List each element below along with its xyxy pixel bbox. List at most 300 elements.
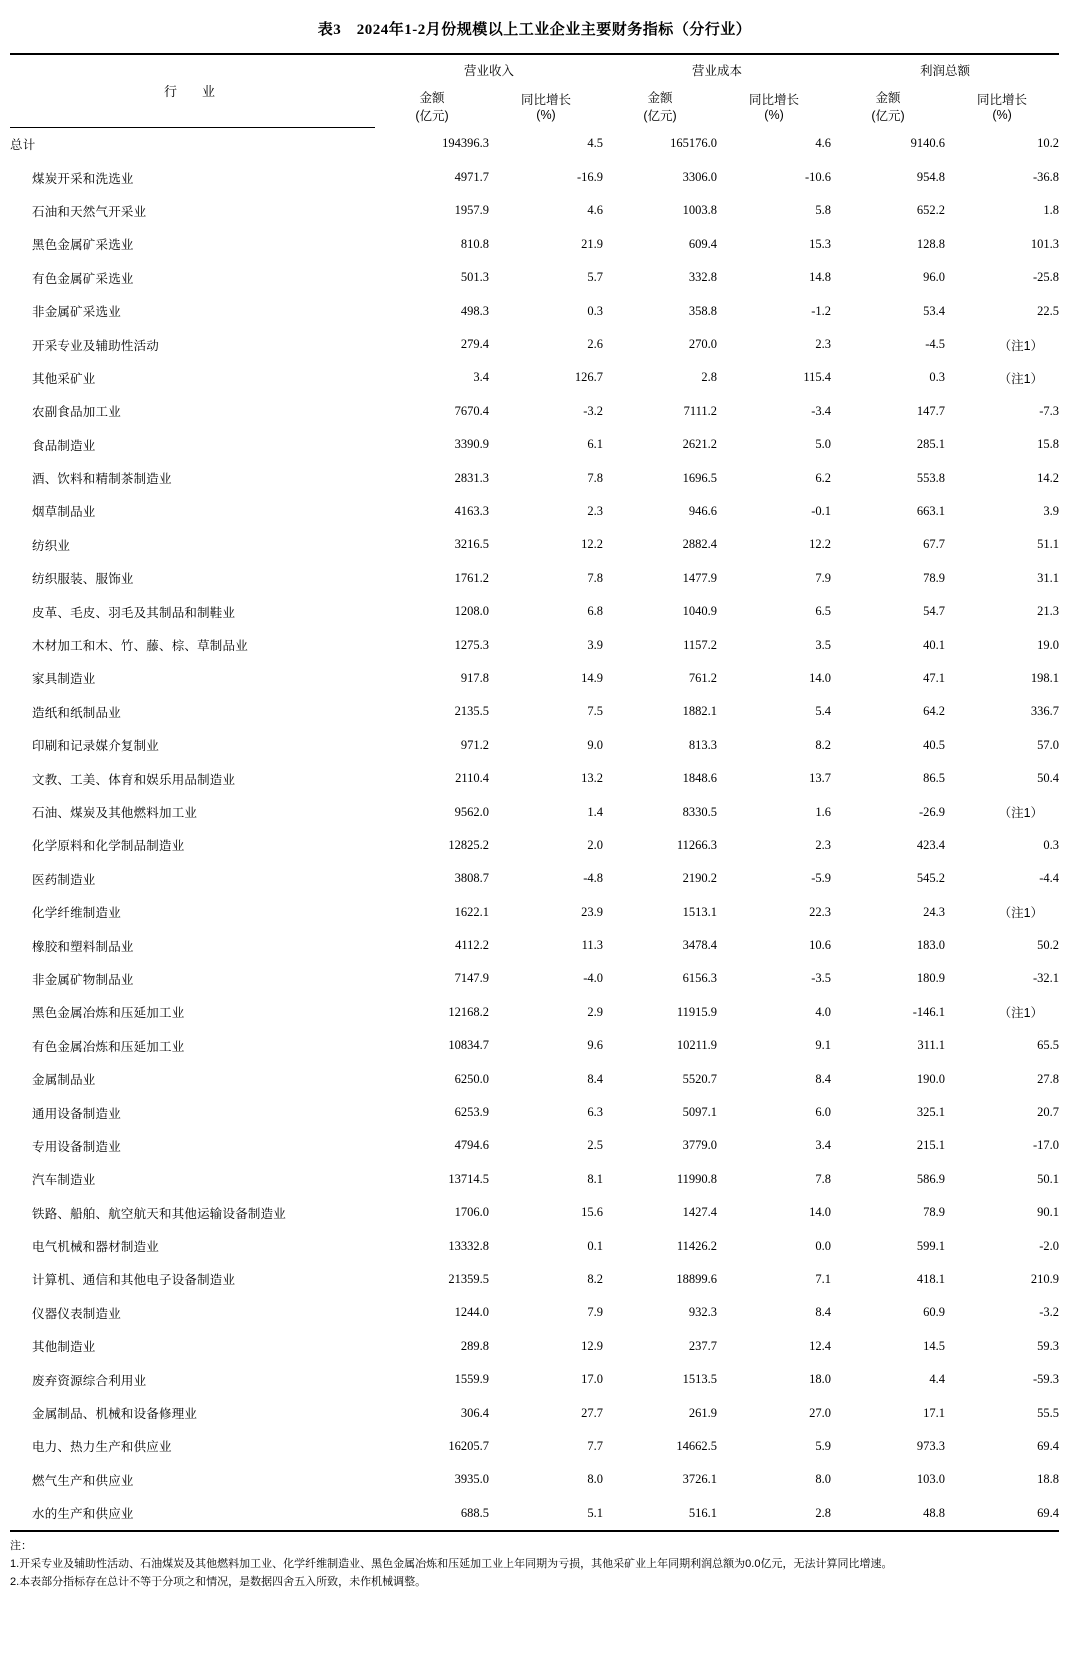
table-row (10, 1263, 1059, 1296)
table-row (10, 1396, 1059, 1429)
cell-revenue-growth: 8.1 (587, 1171, 604, 1186)
column-header-profit-amount: 金额 (亿元) (871, 91, 905, 123)
table-row (10, 1430, 1059, 1463)
cell-cost-growth: -3.4 (811, 403, 832, 418)
cell-revenue-growth: 4.6 (587, 203, 604, 218)
cell-profit-growth: 18.8 (1037, 1472, 1060, 1487)
table-row (10, 361, 1059, 394)
cell-revenue-growth: 23.9 (581, 904, 604, 919)
cell-revenue-amount: 7670.4 (454, 403, 489, 418)
cell-cost-growth: 1.6 (815, 804, 832, 819)
cell-profit-growth: -32.1 (1033, 971, 1060, 986)
cell-revenue-growth: 8.0 (587, 1472, 604, 1487)
cell-revenue-growth: 3.9 (587, 637, 604, 652)
cell-cost-growth: 4.6 (815, 136, 832, 151)
cell-revenue-amount: 289.8 (460, 1338, 489, 1353)
cell-cost-growth: 6.5 (815, 604, 832, 619)
cell-profit-growth: 27.8 (1037, 1071, 1060, 1086)
cell-cost-amount: 358.8 (688, 303, 718, 318)
cell-revenue-amount: 1208.0 (454, 604, 489, 619)
row-industry-name: 非金属矿采选业 (32, 305, 121, 320)
row-industry-name: 石油、煤炭及其他燃料加工业 (32, 806, 198, 820)
cell-profit-growth: （注1） (998, 371, 1044, 386)
table-row (10, 528, 1059, 561)
column-header-profit-growth: 同比增长 (%) (977, 93, 1028, 122)
cell-cost-amount: 609.4 (688, 236, 718, 251)
cell-cost-growth: 3.5 (815, 637, 832, 652)
cell-profit-growth: 20.7 (1037, 1105, 1060, 1120)
row-industry-name: 废弃资源综合利用业 (32, 1373, 147, 1388)
cell-revenue-amount: 3.4 (473, 370, 489, 385)
row-industry-name: 铁路、船舶、航空航天和其他运输设备制造业 (32, 1206, 287, 1221)
row-industry-name: 开采专业及辅助性活动 (32, 338, 160, 353)
cell-cost-growth: 8.4 (815, 1305, 832, 1320)
cell-profit-amount: 652.2 (916, 203, 946, 218)
cell-profit-amount: 78.9 (923, 1205, 946, 1220)
cell-profit-growth: 210.9 (1030, 1271, 1060, 1286)
cell-profit-amount: 86.5 (923, 771, 946, 786)
cell-revenue-growth: 1.4 (587, 804, 604, 819)
cell-profit-growth: 198.1 (1030, 670, 1060, 685)
cell-revenue-amount: 3216.5 (454, 537, 489, 552)
cell-revenue-growth: 0.3 (587, 303, 604, 318)
cell-profit-growth: 22.5 (1037, 303, 1060, 318)
cell-profit-amount: 48.8 (923, 1505, 946, 1520)
row-industry-name: 家具制造业 (32, 672, 96, 687)
cell-profit-amount: 545.2 (916, 871, 946, 886)
cell-revenue-growth: 126.7 (574, 370, 604, 385)
cell-cost-amount: 1040.9 (682, 604, 718, 619)
cell-cost-amount: 1003.8 (682, 203, 718, 218)
table-row (10, 729, 1059, 762)
cell-cost-growth: 7.8 (815, 1171, 832, 1186)
cell-profit-amount: 215.1 (916, 1138, 946, 1153)
cell-cost-amount: 2.8 (701, 370, 718, 385)
cell-revenue-growth: 27.7 (581, 1405, 604, 1420)
row-industry-name: 总计 (10, 138, 36, 153)
cell-cost-growth: -5.9 (811, 871, 832, 886)
cell-cost-growth: 0.0 (815, 1238, 832, 1253)
cell-cost-amount: 3726.1 (682, 1472, 718, 1487)
cell-profit-growth: 65.5 (1037, 1038, 1060, 1053)
cell-profit-growth: 14.2 (1037, 470, 1060, 485)
cell-profit-growth: 0.3 (1043, 837, 1060, 852)
table-row (10, 1296, 1059, 1329)
cell-profit-amount: 40.1 (923, 637, 946, 652)
cell-revenue-growth: 12.2 (581, 537, 604, 552)
cell-revenue-amount: 2110.4 (455, 771, 489, 786)
cell-profit-growth: -7.3 (1039, 403, 1060, 418)
cell-revenue-growth: 0.1 (587, 1238, 604, 1253)
table-row (10, 261, 1059, 294)
cell-profit-amount: 325.1 (916, 1105, 946, 1120)
cell-cost-growth: 5.4 (815, 704, 832, 719)
cell-profit-growth: -59.3 (1033, 1372, 1060, 1387)
cell-cost-amount: 237.7 (688, 1338, 718, 1353)
cell-revenue-amount: 3935.0 (454, 1472, 489, 1487)
row-industry-name: 电力、热力生产和供应业 (32, 1440, 172, 1455)
cell-cost-amount: 5520.7 (682, 1071, 718, 1086)
table-row (10, 1229, 1059, 1262)
table-row (10, 161, 1059, 194)
column-header-revenue-growth: 同比增长 (%) (521, 93, 572, 122)
cell-cost-growth: 14.0 (809, 1205, 832, 1220)
cell-revenue-amount: 1275.3 (454, 637, 489, 652)
cell-profit-amount: 14.5 (923, 1338, 946, 1353)
row-industry-name: 橡胶和塑料制品业 (32, 939, 134, 954)
cell-cost-amount: 18899.6 (676, 1271, 718, 1286)
table-row (10, 962, 1059, 995)
table-row (10, 562, 1059, 595)
cell-profit-amount: 9140.6 (910, 136, 946, 151)
cell-revenue-growth: 15.6 (581, 1205, 604, 1220)
cell-cost-amount: 14662.5 (676, 1438, 718, 1453)
row-industry-name: 纺织业 (32, 538, 71, 553)
cell-revenue-growth: 7.8 (587, 470, 604, 485)
cell-cost-amount: 6156.3 (682, 971, 718, 986)
cell-cost-amount: 1157.2 (683, 637, 718, 652)
column-header-cost-growth: 同比增长 (%) (749, 93, 800, 122)
cell-profit-growth: 90.1 (1037, 1205, 1060, 1220)
cell-cost-amount: 3779.0 (682, 1138, 718, 1153)
cell-revenue-amount: 1622.1 (454, 904, 489, 919)
cell-revenue-growth: -16.9 (576, 170, 604, 185)
row-industry-name: 通用设备制造业 (32, 1106, 121, 1121)
cell-cost-growth: 22.3 (809, 904, 832, 919)
cell-cost-growth: 5.0 (815, 437, 832, 452)
footnote-2: 2.本表部分指标存在总计不等于分项之和情况，是数据四舍五入所致，未作机械调整。 (10, 1576, 427, 1588)
cell-revenue-amount: 12825.2 (448, 837, 489, 852)
cell-cost-amount: 946.6 (688, 503, 718, 518)
table-body (10, 127, 1059, 1530)
cell-cost-amount: 516.1 (688, 1505, 718, 1520)
cell-profit-amount: 599.1 (916, 1238, 946, 1253)
table-row (10, 996, 1059, 1029)
row-industry-name: 皮革、毛皮、羽毛及其制品和制鞋业 (32, 605, 236, 620)
cell-cost-amount: 3478.4 (682, 938, 718, 953)
cell-profit-growth: -3.2 (1039, 1305, 1060, 1320)
cell-revenue-growth: 6.3 (587, 1105, 604, 1120)
cell-profit-amount: 183.0 (916, 938, 946, 953)
cell-cost-amount: 10211.9 (676, 1038, 718, 1053)
cell-cost-growth: -10.6 (804, 170, 832, 185)
row-industry-name: 化学纤维制造业 (32, 906, 121, 921)
cell-profit-amount: -146.1 (912, 1004, 946, 1019)
cell-profit-growth: （注1） (998, 806, 1044, 820)
cell-profit-amount: 96.0 (923, 270, 946, 285)
cell-revenue-growth: 21.9 (581, 236, 604, 251)
cell-revenue-amount: 16205.7 (448, 1438, 489, 1453)
cell-cost-growth: 115.4 (803, 370, 832, 385)
cell-cost-growth: 2.3 (815, 837, 832, 852)
table-row (10, 1363, 1059, 1396)
cell-revenue-amount: 1761.2 (454, 570, 489, 585)
cell-revenue-growth: 4.5 (587, 136, 604, 151)
cell-revenue-growth: 2.9 (587, 1004, 604, 1019)
cell-profit-growth: 50.4 (1037, 771, 1060, 786)
cell-revenue-amount: 688.5 (460, 1505, 489, 1520)
cell-cost-growth: 9.1 (815, 1038, 832, 1053)
cell-profit-amount: 64.2 (923, 704, 946, 719)
row-industry-name: 酒、饮料和精制茶制造业 (32, 472, 172, 487)
financial-indicators-table (10, 55, 1059, 1530)
cell-revenue-growth: 9.0 (587, 737, 604, 752)
cell-cost-growth: 7.1 (815, 1271, 832, 1286)
cell-profit-amount: 147.7 (916, 403, 946, 418)
cell-revenue-growth: -4.0 (583, 971, 604, 986)
table-row (10, 1330, 1059, 1363)
cell-cost-growth: 10.6 (809, 938, 832, 953)
column-header-cost-amount: 金额 (亿元) (643, 91, 677, 123)
cell-revenue-growth: 11.3 (581, 938, 604, 953)
cell-profit-amount: 47.1 (923, 670, 946, 685)
cell-revenue-amount: 13714.5 (448, 1171, 489, 1186)
cell-profit-growth: 31.1 (1037, 570, 1060, 585)
cell-cost-amount: 2190.2 (682, 871, 718, 886)
cell-profit-amount: 553.8 (916, 470, 946, 485)
cell-cost-growth: 2.8 (815, 1505, 832, 1520)
cell-cost-growth: 18.0 (809, 1372, 832, 1387)
table-row (10, 461, 1059, 494)
table-row (10, 194, 1059, 227)
cell-profit-amount: 0.3 (929, 370, 946, 385)
cell-revenue-amount: 4163.3 (454, 503, 489, 518)
cell-cost-growth: 14.0 (809, 670, 832, 685)
cell-cost-amount: 813.3 (688, 737, 718, 752)
cell-revenue-growth: 6.8 (587, 604, 604, 619)
row-industry-name: 专用设备制造业 (32, 1139, 121, 1154)
cell-cost-growth: 6.2 (815, 470, 832, 485)
cell-cost-amount: 270.0 (688, 337, 718, 352)
cell-profit-growth: 10.2 (1037, 136, 1060, 151)
cell-profit-growth: 69.4 (1037, 1505, 1060, 1520)
cell-profit-growth: 50.1 (1037, 1171, 1060, 1186)
row-industry-name: 仪器仪表制造业 (32, 1306, 121, 1321)
cell-revenue-amount: 1706.0 (454, 1205, 489, 1220)
column-header-revenue-amount: 金额 (亿元) (415, 91, 449, 123)
table-row (10, 395, 1059, 428)
cell-profit-amount: 190.0 (916, 1071, 946, 1086)
table-row (10, 294, 1059, 327)
cell-cost-amount: 332.8 (688, 270, 718, 285)
row-industry-name: 金属制品业 (32, 1073, 96, 1088)
cell-profit-amount: 973.3 (916, 1438, 946, 1453)
table-row (10, 1196, 1059, 1229)
footnote-1: 1.开采专业及辅助性活动、石油煤炭及其他燃料加工业、化学纤维制造业、黑色金属冶炼和压延加工业上年同期为亏损，其他采矿业上年同期利润总额为0.0亿元，无法计算同比增速。 (10, 1557, 893, 1570)
cell-profit-growth: 15.8 (1037, 437, 1060, 452)
cell-cost-amount: 1848.6 (682, 771, 718, 786)
cell-revenue-amount: 810.8 (460, 236, 489, 251)
cell-profit-amount: 663.1 (916, 503, 946, 518)
table-row (10, 1129, 1059, 1162)
table-row (10, 595, 1059, 628)
cell-profit-growth: -4.4 (1039, 871, 1060, 886)
table-row (10, 895, 1059, 928)
cell-revenue-growth: 5.7 (587, 270, 604, 285)
cell-cost-amount: 932.3 (688, 1305, 718, 1320)
cell-profit-growth: 55.5 (1037, 1405, 1060, 1420)
table-container (10, 53, 1059, 1532)
cell-cost-amount: 11266.3 (676, 837, 718, 852)
cell-revenue-amount: 7147.9 (454, 971, 489, 986)
cell-cost-amount: 5097.1 (682, 1105, 718, 1120)
cell-profit-growth: -25.8 (1033, 270, 1060, 285)
cell-cost-growth: 5.8 (815, 203, 832, 218)
cell-cost-growth: -1.2 (811, 303, 832, 318)
cell-revenue-amount: 10834.7 (448, 1038, 489, 1053)
cell-revenue-amount: 6250.0 (454, 1071, 489, 1086)
cell-revenue-amount: 12168.2 (448, 1004, 489, 1019)
cell-revenue-growth: 7.7 (587, 1438, 604, 1453)
cell-profit-growth: 3.9 (1043, 503, 1060, 518)
cell-profit-amount: -4.5 (925, 337, 946, 352)
table-row (10, 495, 1059, 528)
cell-cost-amount: 761.2 (688, 670, 718, 685)
cell-profit-amount: 285.1 (916, 437, 946, 452)
cell-cost-growth: 7.9 (815, 570, 832, 585)
cell-revenue-growth: 9.6 (587, 1038, 604, 1053)
row-industry-name: 农副食品加工业 (32, 405, 121, 420)
cell-profit-growth: 336.7 (1030, 704, 1060, 719)
cell-revenue-growth: 13.2 (581, 771, 604, 786)
row-industry-name: 化学原料和化学制品制造业 (32, 839, 185, 854)
row-industry-name: 有色金属冶炼和压延加工业 (32, 1039, 185, 1054)
cell-revenue-growth: 2.5 (587, 1138, 604, 1153)
cell-cost-growth: 12.2 (809, 537, 832, 552)
cell-profit-growth: 50.2 (1037, 938, 1060, 953)
cell-revenue-amount: 917.8 (460, 670, 489, 685)
page-title: 表3 2024年1-2月份规模以上工业企业主要财务指标（分行业） (317, 22, 752, 38)
cell-profit-growth: -2.0 (1039, 1238, 1060, 1253)
cell-revenue-amount: 9562.0 (454, 804, 489, 819)
row-industry-name: 其他采矿业 (32, 371, 96, 386)
row-industry-name: 计算机、通信和其他电子设备制造业 (32, 1273, 236, 1288)
column-header-industry: 行 业 (10, 55, 375, 127)
cell-revenue-amount: 2135.5 (454, 704, 489, 719)
cell-cost-growth: 8.2 (815, 737, 832, 752)
cell-revenue-growth: 7.9 (587, 1305, 604, 1320)
cell-cost-growth: -0.1 (811, 503, 832, 518)
cell-cost-amount: 1882.1 (682, 704, 718, 719)
cell-cost-growth: 3.4 (815, 1138, 832, 1153)
row-industry-name: 非金属矿物制品业 (32, 972, 134, 987)
row-industry-name: 汽车制造业 (32, 1173, 96, 1188)
table-row (10, 228, 1059, 261)
table-row (10, 795, 1059, 828)
cell-revenue-amount: 3808.7 (454, 871, 489, 886)
row-industry-name: 纺织服装、服饰业 (32, 572, 134, 587)
cell-revenue-amount: 971.2 (460, 737, 489, 752)
cell-cost-amount: 3306.0 (682, 170, 718, 185)
cell-revenue-amount: 13332.8 (448, 1238, 489, 1253)
cell-revenue-amount: 3390.9 (454, 437, 489, 452)
table-row (10, 662, 1059, 695)
cell-cost-amount: 1696.5 (682, 470, 718, 485)
cell-revenue-amount: 1244.0 (454, 1305, 489, 1320)
cell-profit-amount: 78.9 (923, 570, 946, 585)
cell-revenue-growth: 2.0 (587, 837, 604, 852)
cell-cost-growth: 5.9 (815, 1438, 832, 1453)
cell-cost-growth: 8.4 (815, 1071, 832, 1086)
cell-cost-amount: 165176.0 (670, 136, 718, 151)
cell-revenue-amount: 1957.9 (454, 203, 489, 218)
cell-cost-amount: 1513.5 (682, 1372, 718, 1387)
table-row (10, 862, 1059, 895)
cell-cost-growth: 2.3 (815, 337, 832, 352)
cell-revenue-growth: -3.2 (583, 403, 604, 418)
cell-profit-growth: 1.8 (1043, 203, 1060, 218)
row-industry-name: 煤炭开采和洗选业 (32, 171, 134, 186)
cell-revenue-amount: 194396.3 (442, 136, 489, 151)
row-industry-name: 木材加工和木、竹、藤、棕、草制品业 (32, 639, 248, 654)
cell-profit-amount: 67.7 (923, 537, 946, 552)
cell-revenue-growth: 7.5 (587, 704, 604, 719)
cell-profit-growth: 57.0 (1037, 737, 1060, 752)
row-industry-name: 燃气生产和供应业 (32, 1473, 134, 1488)
cell-revenue-amount: 498.3 (460, 303, 489, 318)
row-industry-name: 医药制造业 (32, 872, 96, 887)
cell-revenue-amount: 1559.9 (454, 1372, 489, 1387)
cell-revenue-amount: 21359.5 (448, 1271, 489, 1286)
cell-profit-amount: 4.4 (929, 1372, 946, 1387)
footnote-label: 注： (10, 1539, 32, 1552)
cell-profit-amount: 60.9 (923, 1305, 946, 1320)
cell-revenue-growth: -4.8 (583, 871, 604, 886)
cell-revenue-growth: 12.9 (581, 1338, 604, 1353)
cell-cost-amount: 2621.2 (682, 437, 718, 452)
row-industry-name: 石油和天然气开采业 (32, 204, 147, 219)
row-industry-name: 造纸和纸制品业 (32, 705, 121, 720)
row-industry-name: 黑色金属冶炼和压延加工业 (32, 1006, 185, 1021)
cell-profit-growth: -17.0 (1033, 1138, 1060, 1153)
cell-cost-growth: 13.7 (809, 771, 832, 786)
cell-revenue-growth: 7.8 (587, 570, 604, 585)
cell-profit-growth: 69.4 (1037, 1438, 1060, 1453)
cell-profit-growth: 19.0 (1037, 637, 1060, 652)
cell-cost-amount: 1427.4 (682, 1205, 718, 1220)
row-industry-name: 有色金属矿采选业 (32, 271, 134, 286)
cell-cost-growth: -3.5 (811, 971, 832, 986)
table-row (10, 1029, 1059, 1062)
cell-profit-amount: 311.1 (917, 1038, 946, 1053)
cell-revenue-growth: 8.2 (587, 1271, 604, 1286)
cell-cost-amount: 1513.1 (682, 904, 718, 919)
row-industry-name: 金属制品、机械和设备修理业 (32, 1407, 198, 1422)
cell-cost-amount: 11990.8 (676, 1171, 718, 1186)
cell-revenue-amount: 279.4 (460, 337, 489, 352)
cell-profit-amount: 17.1 (923, 1405, 946, 1420)
cell-profit-amount: -26.9 (918, 804, 946, 819)
cell-profit-amount: 40.5 (923, 737, 946, 752)
cell-revenue-growth: 2.6 (587, 337, 604, 352)
cell-cost-growth: 27.0 (809, 1405, 832, 1420)
row-industry-name: 其他制造业 (32, 1340, 96, 1355)
cell-cost-growth: 4.0 (815, 1004, 832, 1019)
cell-revenue-growth: 6.1 (587, 437, 604, 452)
cell-revenue-amount: 6253.9 (454, 1105, 489, 1120)
cell-cost-amount: 11915.9 (676, 1004, 718, 1019)
cell-profit-growth: -36.8 (1033, 170, 1060, 185)
cell-cost-amount: 2882.4 (682, 537, 718, 552)
row-industry-name: 黑色金属矿采选业 (32, 238, 134, 253)
cell-profit-amount: 180.9 (916, 971, 946, 986)
cell-profit-amount: 103.0 (916, 1472, 946, 1487)
table-row (10, 127, 1059, 161)
table-row (10, 328, 1059, 361)
cell-profit-amount: 53.4 (923, 303, 946, 318)
table-row (10, 1497, 1059, 1530)
cell-profit-amount: 128.8 (916, 236, 946, 251)
